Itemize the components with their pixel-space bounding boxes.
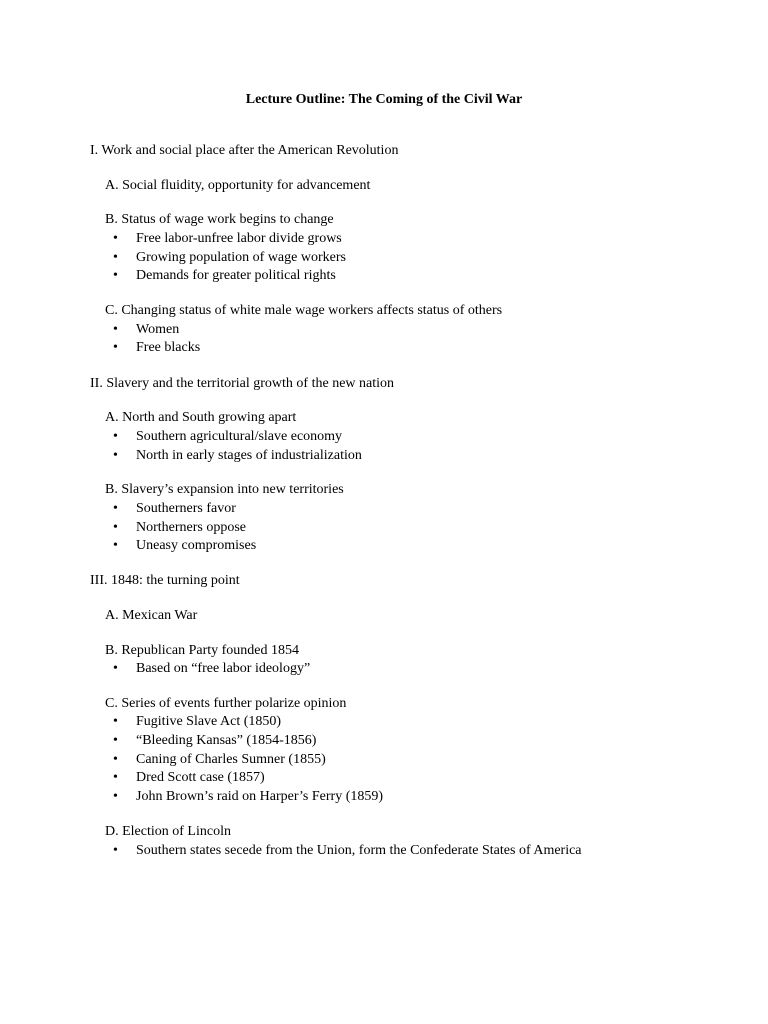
bullet-item xyxy=(113,660,310,678)
subsection-heading: B. Status of wage work begins to change xyxy=(105,212,334,227)
bullet-item xyxy=(113,339,200,357)
subsection-heading: C. Changing status of white male wage workers affects status of others xyxy=(105,303,503,318)
bullet-text: Caning of Charles Sumner (1855) xyxy=(136,752,326,767)
bullet-icon: • xyxy=(113,268,118,283)
bullet-item xyxy=(113,428,342,446)
subsection-heading: B. Slavery’s expansion into new territories xyxy=(105,482,344,497)
subsection-heading: A. North and South growing apart xyxy=(105,410,297,425)
bullet-text: Dred Scott case (1857) xyxy=(136,770,265,785)
page-title: Lecture Outline: The Coming of the Civil War xyxy=(245,92,523,107)
bullet-item xyxy=(113,751,326,769)
bullet-text: Southern states secede from the Union, form the Confederate States of America xyxy=(136,843,582,858)
bullet-item xyxy=(113,267,336,285)
bullet-icon: • xyxy=(113,250,118,265)
bullet-icon: • xyxy=(113,429,118,444)
bullet-text: Fugitive Slave Act (1850) xyxy=(136,714,282,729)
bullet-item xyxy=(113,769,265,787)
bullet-item xyxy=(113,519,246,537)
bullet-icon: • xyxy=(113,714,118,729)
bullet-item xyxy=(113,249,346,267)
bullet-icon: • xyxy=(113,843,118,858)
bullet-icon: • xyxy=(113,752,118,767)
bullet-icon: • xyxy=(113,448,118,463)
bullet-icon: • xyxy=(113,661,118,676)
bullet-text: John Brown’s raid on Harper’s Ferry (1859) xyxy=(136,789,384,804)
bullet-text: Growing population of wage workers xyxy=(136,250,346,265)
bullet-icon: • xyxy=(113,538,118,553)
bullet-icon: • xyxy=(113,789,118,804)
bullet-text: “Bleeding Kansas” (1854-1856) xyxy=(136,733,317,748)
bullet-text: Women xyxy=(136,322,180,337)
bullet-text: Uneasy compromises xyxy=(136,538,257,553)
bullet-icon: • xyxy=(113,770,118,785)
bullet-text: Southern agricultural/slave economy xyxy=(136,429,343,444)
bullet-text: Free blacks xyxy=(136,340,201,355)
bullet-icon: • xyxy=(113,340,118,355)
bullet-item xyxy=(113,500,236,518)
subsection-heading: B. Republican Party founded 1854 xyxy=(105,643,300,658)
bullet-text: Based on “free labor ideology” xyxy=(136,661,311,676)
subsection-heading: A. Social fluidity, opportunity for advancement xyxy=(105,178,371,193)
bullet-item xyxy=(113,713,281,731)
subsection-heading: C. Series of events further polarize opinion xyxy=(105,696,347,711)
section-heading: I. Work and social place after the American Revolution xyxy=(90,143,399,158)
bullet-icon: • xyxy=(113,231,118,246)
bullet-item xyxy=(113,788,383,806)
subsection-heading: D. Election of Lincoln xyxy=(105,824,231,839)
bullet-item xyxy=(113,321,179,339)
bullet-text: Northerners oppose xyxy=(136,520,247,535)
bullet-item xyxy=(113,842,582,860)
subsection-heading: A. Mexican War xyxy=(105,608,198,623)
bullet-item xyxy=(113,230,342,248)
bullet-text: Free labor-unfree labor divide grows xyxy=(136,231,342,246)
bullet-text: Demands for greater political rights xyxy=(136,268,336,283)
bullet-item xyxy=(113,447,362,465)
section-heading: II. Slavery and the territorial growth of the new nation xyxy=(90,376,395,391)
bullet-icon: • xyxy=(113,733,118,748)
bullet-icon: • xyxy=(113,501,118,516)
bullet-text: North in early stages of industrialization xyxy=(136,448,362,463)
bullet-item xyxy=(113,537,256,555)
bullet-item xyxy=(113,732,316,750)
section-heading: III. 1848: the turning point xyxy=(90,573,240,588)
bullet-text: Southerners favor xyxy=(136,501,236,516)
bullet-icon: • xyxy=(113,322,118,337)
bullet-icon: • xyxy=(113,520,118,535)
